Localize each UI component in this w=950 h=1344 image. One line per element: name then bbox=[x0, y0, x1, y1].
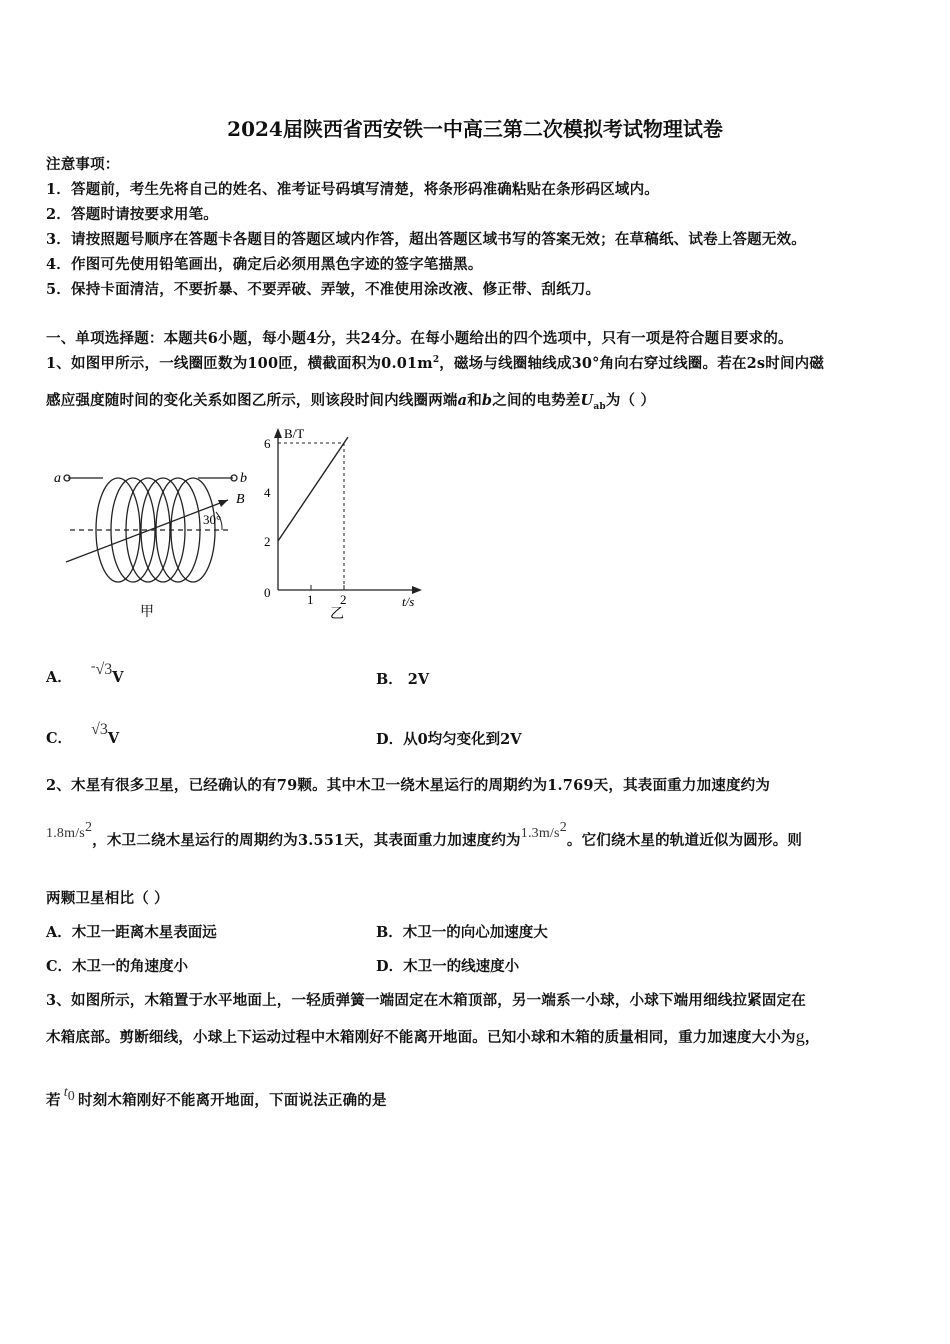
q1-text-1a: 1、如图甲所示，一线圈匝数为100匝，横截面积为0.01m bbox=[46, 355, 433, 372]
x-tick-label: 1 bbox=[307, 592, 314, 607]
coil-figure bbox=[48, 440, 258, 625]
y-tick-label: 4 bbox=[264, 485, 271, 500]
notice-heading: 注意事项： bbox=[46, 156, 120, 173]
q2-option-b[interactable]: B．木卫一的向心加速度大 bbox=[376, 924, 548, 941]
q2-tail: 。它们绕木星的轨道近似为圆形。则 bbox=[566, 831, 803, 849]
x-tick-label: 2 bbox=[340, 592, 347, 607]
option-c-root: √3 bbox=[91, 721, 108, 738]
option-a-label: A． bbox=[46, 669, 72, 686]
notice-item-3: 3．请按照题号顺序在答题卡各题目的答题区域内作答，超出答题区域书写的答案无效；在草稿纸、试卷上答题无效。 bbox=[46, 231, 806, 248]
x-axis-arrow bbox=[412, 586, 422, 594]
q2-g2: 1.3m/s bbox=[520, 825, 560, 841]
option-c-unit: V bbox=[107, 730, 120, 747]
q3-line1: 3、如图所示，木箱置于水平地面上，一轻质弹簧一端固定在木箱顶部，另一端系一小球，小球下端用细线拉紧固定在 bbox=[46, 992, 806, 1009]
field-line bbox=[66, 500, 228, 562]
q1-option-b[interactable]: B． 2V bbox=[376, 671, 430, 688]
q3-var-g: g bbox=[795, 1026, 805, 1046]
q1-sup: 2 bbox=[432, 355, 440, 366]
q1-text-2c: 为（ ） bbox=[605, 392, 656, 409]
q1-line1 bbox=[46, 352, 824, 373]
notice-item-4: 4．作图可先使用铅笔画出，确定后必须用黑色字迹的签字笔描黑。 bbox=[46, 256, 483, 273]
q1-var-U-sub: ab bbox=[593, 401, 606, 412]
q1-option-c[interactable] bbox=[46, 721, 120, 748]
x-axis-label: t/s bbox=[402, 594, 415, 609]
q1-option-d[interactable]: D．从0均匀变化到2V bbox=[376, 731, 522, 748]
y-tick-label: 6 bbox=[264, 436, 271, 451]
q2-option-a[interactable]: A．木卫一距离木星表面远 bbox=[46, 924, 217, 941]
q3-line3 bbox=[46, 1085, 387, 1114]
caption-jia: 甲 bbox=[140, 605, 154, 620]
q3-line2 bbox=[46, 1026, 820, 1047]
field-arrow-head bbox=[218, 500, 228, 507]
data-line-series bbox=[278, 437, 348, 541]
q3-text-3a: 若 bbox=[46, 1092, 61, 1109]
q1-line2 bbox=[46, 389, 655, 412]
q2-g1-sup: 2 bbox=[84, 820, 93, 835]
q1-text-1b: ，磁场与线圈轴线成30°角向右穿过线圈。若在2s时间内磁 bbox=[439, 355, 825, 372]
page-title: 2024届陕西省西安铁一中高三第二次模拟考试物理试卷 bbox=[227, 117, 723, 141]
option-a-root: √3 bbox=[95, 661, 113, 678]
q1-and: 和 bbox=[467, 392, 482, 409]
q2-g2-sup: 2 bbox=[559, 820, 567, 835]
q2-g1: 1.8m/s bbox=[46, 825, 85, 841]
q3-var-t: t bbox=[63, 1085, 68, 1100]
origin-label: 0 bbox=[264, 585, 271, 600]
label-a: a bbox=[54, 471, 61, 486]
q2-option-d[interactable]: D．木卫一的线速度小 bbox=[376, 958, 520, 975]
q3-text-3b: 时刻木箱刚好不能离开地面，下面说法正确的是 bbox=[78, 1092, 387, 1109]
q3-text-2a: 木箱底部。剪断细线，小球上下运动过程中木箱刚好不能离开地面。已知小球和木箱的质量相同，重力加速度大小为 bbox=[46, 1029, 796, 1046]
q2-line3: 两颗卫星相比（ ） bbox=[46, 890, 169, 907]
label-b: b bbox=[240, 471, 247, 486]
y-axis-label: B/T bbox=[284, 426, 305, 441]
q1-option-a[interactable] bbox=[46, 659, 124, 687]
label-angle: 30° bbox=[203, 512, 222, 527]
q2-mid: ，木卫二绕木星运行的周期约为3.551天，其表面重力加速度约为 bbox=[92, 831, 521, 849]
section-heading: 一、单项选择题：本题共6小题，每小题4分，共24分。在每小题给出的四个选项中，只有一项是符合题目要求的。 bbox=[46, 330, 793, 347]
caption-yi: 乙 bbox=[330, 607, 344, 622]
q3-text-2b: ， bbox=[804, 1029, 820, 1046]
option-a-sign: - bbox=[90, 659, 96, 674]
q1-var-b: b bbox=[481, 392, 493, 409]
bt-chart bbox=[256, 420, 436, 625]
q1-var-U: U bbox=[580, 392, 594, 409]
y-tick-label: 2 bbox=[264, 534, 271, 549]
option-c-label: C． bbox=[46, 730, 73, 747]
q1-text-2b: 之间的电势差 bbox=[492, 392, 581, 409]
label-B: B bbox=[236, 492, 245, 507]
q3-var-t-sub: 0 bbox=[67, 1088, 75, 1104]
option-a-unit: V bbox=[112, 669, 124, 686]
notice-item-2: 2．答题时请按要求用笔。 bbox=[46, 206, 218, 223]
q2-line2 bbox=[46, 820, 803, 850]
q2-line1: 2、木星有很多卫星，已经确认的有79颗。其中木卫一绕木星运行的周期约为1.769天，其表面重力加速度约为 bbox=[46, 777, 771, 794]
y-axis-arrow bbox=[274, 428, 282, 438]
q1-var-a: a bbox=[457, 392, 468, 409]
notice-item-5: 5．保持卡面清洁，不要折暴、不要弄破、弄皱，不准使用涂改液、修正带、刮纸刀。 bbox=[46, 281, 601, 298]
q2-option-c[interactable]: C．木卫一的角速度小 bbox=[46, 958, 189, 975]
q1-text-2a: 感应强度随时间的变化关系如图乙所示，则该段时间内线圈两端 bbox=[46, 392, 458, 409]
notice-item-1: 1．答题前，考生先将自己的姓名、准考证号码填写清楚，将条形码准确粘贴在条形码区域内。 bbox=[46, 181, 659, 198]
